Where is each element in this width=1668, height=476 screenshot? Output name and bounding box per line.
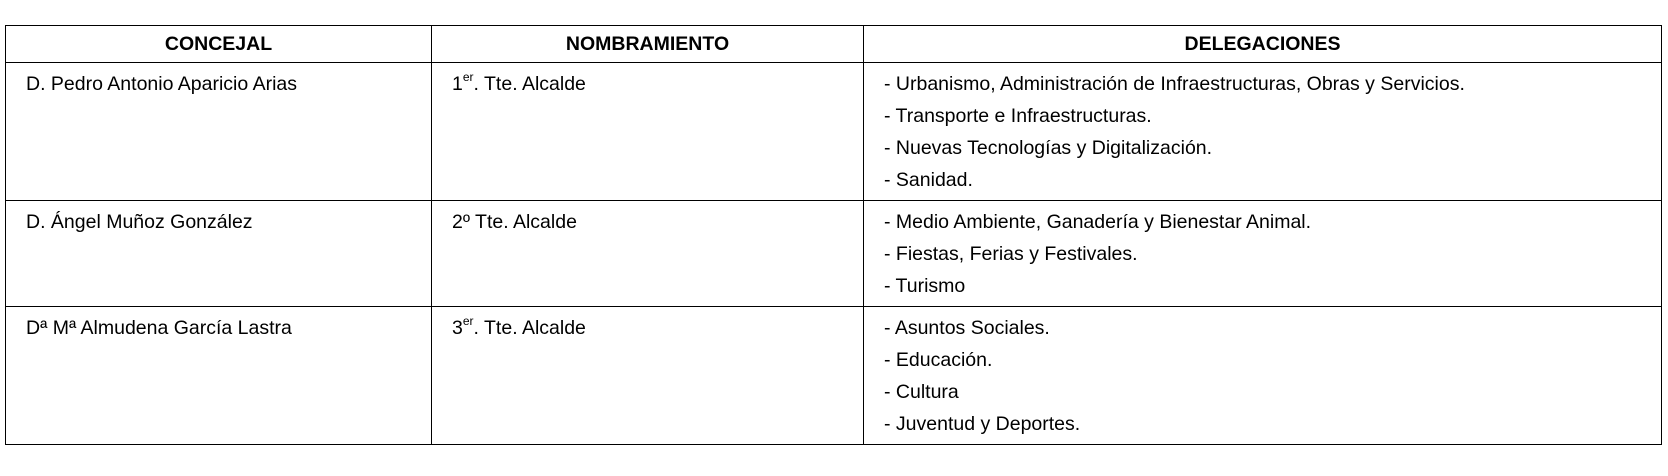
concejal-cell: D. Ángel Muñoz González [6,201,432,307]
delegacion-item: - Sanidad. [884,169,973,191]
delegations-table [5,25,1662,445]
delegaciones-list [884,68,1661,196]
delegacion-item: - Urbanismo, Administración de Infraestructuras, Obras y Servicios. [884,73,1465,95]
delegacion-item: - Educación. [884,349,993,371]
delegacion-item: - Fiestas, Ferias y Festivales. [884,243,1138,265]
delegacion-item: - Medio Ambiente, Ganadería y Bienestar Animal. [884,211,1312,233]
delegacion-item: - Nuevas Tecnologías y Digitalización. [884,137,1213,159]
nombramiento-cell [432,201,864,307]
delegaciones-list [884,206,1661,302]
table-row [6,201,1662,307]
nombramiento-number: 2º [452,211,470,233]
concejal-cell: D. Pedro Antonio Aparicio Arias [6,63,432,201]
table-row [6,307,1662,445]
delegacion-item: - Asuntos Sociales. [884,317,1050,339]
nombramiento-title: . Tte. Alcalde [473,317,586,339]
header-concejal: CONCEJAL [6,26,432,63]
delegacion-item: - Cultura [884,381,959,403]
header-nombramiento: NOMBRAMIENTO [432,26,864,63]
nombramiento-title: Tte. Alcalde [469,211,577,233]
table-row [6,63,1662,201]
delegacion-item: - Juventud y Deportes. [884,413,1081,435]
concejal-cell: Dª Mª Almudena García Lastra [6,307,432,445]
nombramiento-title: . Tte. Alcalde [473,73,586,95]
delegaciones-cell [864,201,1662,307]
header-delegaciones: DELEGACIONES [864,26,1662,63]
delegacion-item: - Transporte e Infraestructuras. [884,105,1152,127]
nombramiento-number: 1 [452,73,463,95]
nombramiento-cell [432,63,864,201]
delegaciones-cell [864,63,1662,201]
delegaciones-list [884,312,1661,440]
delegacion-item: - Turismo [884,275,966,297]
delegaciones-cell [864,307,1662,445]
nombramiento-cell [432,307,864,445]
nombramiento-ordinal: er [462,70,474,84]
nombramiento-ordinal: er [462,314,474,328]
nombramiento-number: 3 [452,317,463,339]
table-header-row [6,26,1662,63]
